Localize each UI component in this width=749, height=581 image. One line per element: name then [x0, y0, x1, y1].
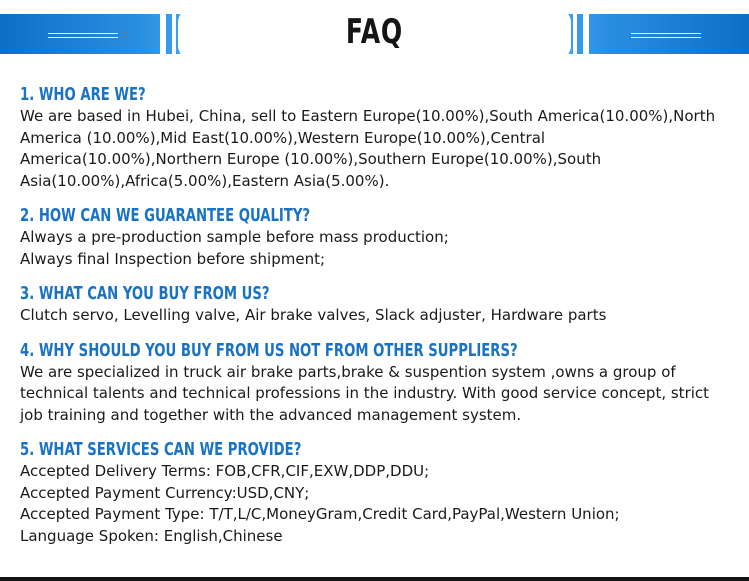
- faq-question: 2. HOW CAN WE GUARANTEE QUALITY?: [20, 206, 311, 226]
- faq-answer: We are based in Hubei, China, sell to Eastern Europe(10.00%),South America(10.00%),North America (10.00%),Mid East(10.00%),Western Europe(10.00%),Central America(10.00%),Northern Europe (10.00%),Southern Europe(10.00%),South Asia(10.00%),Africa(5.00%),Eastern Asia(5.00%).: [20, 107, 716, 190]
- faq-answer-line: Always final Inspection before shipment;: [20, 249, 326, 268]
- faq-answer-line: Accepted Payment Currency:USD,CNY;: [20, 483, 310, 502]
- faq-item: [20, 84, 735, 192]
- faq-banner: [0, 0, 749, 70]
- faq-answer-line: Always a pre-production sample before mass production;: [20, 228, 449, 246]
- faq-item: [20, 340, 735, 427]
- faq-item: [20, 283, 735, 327]
- faq-item: [20, 205, 735, 270]
- faq-question: 5. WHAT SERVICES CAN WE PROVIDE?: [20, 440, 302, 460]
- faq-list: [20, 82, 735, 560]
- bottom-divider: [0, 577, 749, 581]
- faq-answer: We are specialized in truck air brake parts,brake & suspention system ,owns a group of technical talents and technical professions in the industry. With good service concept, strict job training and together with the advanced management system.: [20, 362, 710, 424]
- faq-question: 1. WHO ARE WE?: [20, 85, 146, 105]
- faq-item: [20, 439, 735, 547]
- faq-question: 3. WHAT CAN YOU BUY FROM US?: [20, 284, 270, 304]
- page-title: FAQ: [345, 12, 404, 52]
- faq-answer: Clutch servo, Levelling valve, Air brake valves, Slack adjuster, Hardware parts: [20, 306, 607, 324]
- faq-question: 4. WHY SHOULD YOU BUY FROM US NOT FROM OTHER SUPPLIERS?: [20, 340, 518, 361]
- faq-answer-line: Accepted Delivery Terms: FOB,CFR,CIF,EXW,DDP,DDU;: [20, 462, 430, 480]
- faq-answer-line: Accepted Payment Type: T/T,L/C,MoneyGram,Credit Card,PayPal,Western Union;: [20, 505, 620, 523]
- faq-answer-line: Language Spoken: English,Chinese: [20, 526, 283, 545]
